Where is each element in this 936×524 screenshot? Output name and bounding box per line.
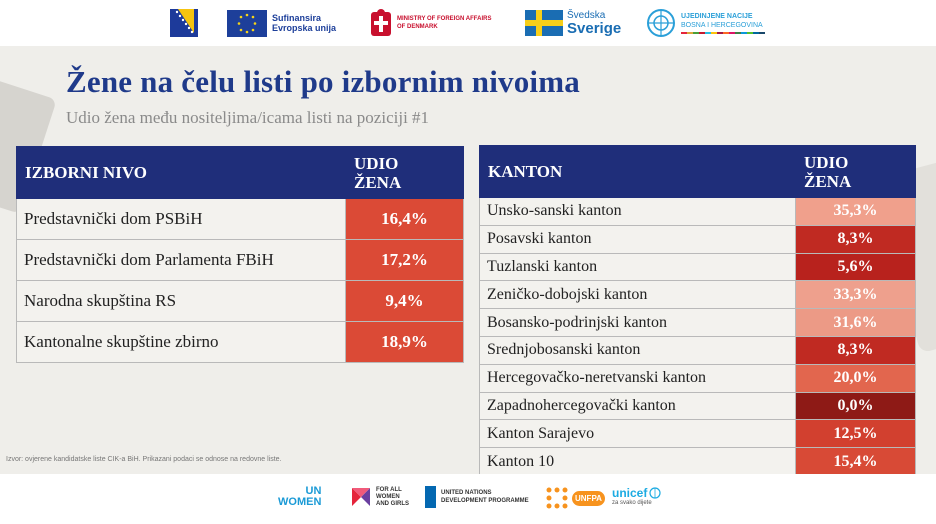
header-women-share [796,146,916,198]
un-emblem-icon [646,8,676,38]
unfpa-logo [545,486,605,510]
forall-line3: AND GIRLS [376,500,409,507]
row-value: 35,3% [796,198,916,226]
header-election-level: IZBORNI NIVO [17,147,346,199]
source-note: Izvor: ovjerene kandidatske liste CIK-a BiH. Prikazani podaci se odnose na redovne liste. [6,456,282,463]
row-name: Posavski kanton [480,225,796,253]
table-row [17,240,464,281]
table-header-row [17,147,464,199]
denmark-line2: OF DENMARK [397,24,438,30]
undp-icon [425,486,436,508]
eu-logo [227,8,336,38]
forall-line2: WOMEN [376,493,400,500]
row-value: 0,0% [796,392,916,420]
header-women-share-line2: ŽENA [804,171,852,191]
election-levels-table [16,146,464,363]
row-name: Unsko-sanski kanton [480,198,796,226]
row-name: Srednjobosanski kanton [480,336,796,364]
sweden-flag-icon [525,10,563,36]
table-row [480,281,916,309]
page-subtitle: Udio žena među nositeljima/icama listi na poziciji #1 [66,108,430,127]
table-row [17,199,464,240]
un-women-logo [278,486,321,508]
top-logo-bar [0,0,936,46]
row-name: Predstavnički dom PSBiH [17,199,346,240]
unicef-line1: unicef [612,486,648,500]
table-row [480,364,916,392]
undp-line2: DEVELOPMENT PROGRAMME [441,498,529,504]
table-row [17,322,464,363]
bih-flag-icon [170,8,198,38]
unicef-globe-icon [649,487,661,499]
row-value: 5,6% [796,253,916,281]
table-row [480,448,916,474]
row-value: 15,4% [796,448,916,474]
forall-line1: FOR ALL [376,486,402,493]
row-name: Kantonalne skupštine zbirno [17,322,346,363]
row-name: Kanton Sarajevo [480,420,796,448]
sweden-line1: Švedska [567,10,606,21]
row-value: 16,4% [346,199,464,240]
un-line2: BOSNA I HERCEGOVINA [681,22,763,29]
row-value: 33,3% [796,281,916,309]
table-row [480,198,916,226]
cantons-table [479,145,916,474]
row-value: 20,0% [796,364,916,392]
un-line1: UJEDINJENE NACIJE [681,13,753,20]
row-name: Predstavnički dom Parlamenta FBiH [17,240,346,281]
for-all-women-logo [350,486,409,508]
unfpa-dots-icon [545,486,569,510]
denmark-crest-icon [370,8,392,38]
row-value: 9,4% [346,281,464,322]
row-value: 17,2% [346,240,464,281]
page-title: Žene na čelu listi po izbornim nivoima [66,64,580,99]
row-name: Tuzlanski kanton [480,253,796,281]
table-row [480,225,916,253]
slide [0,46,936,474]
bottom-logo-bar [0,474,936,524]
row-value: 12,5% [796,420,916,448]
unwomen-line1: UN [305,485,322,497]
row-value: 8,3% [796,336,916,364]
header-women-share [346,147,464,199]
un-bih-logo [646,8,765,38]
undp-logo [425,486,529,508]
undp-line1: UNITED NATIONS [441,490,492,496]
row-name: Zapadnohercegovački kanton [480,392,796,420]
row-name: Hercegovačko-neretvanski kanton [480,364,796,392]
row-name: Kanton 10 [480,448,796,474]
row-value: 8,3% [796,225,916,253]
table-row [480,336,916,364]
table-row [480,253,916,281]
eu-line2: Evropska unija [272,23,337,33]
header-women-share-line1: UDIO [804,152,849,172]
header-women-share-line2: ŽENA [354,172,402,192]
row-value: 18,9% [346,322,464,363]
unicef-logo [612,486,661,506]
table-row [17,281,464,322]
table-row [480,420,916,448]
row-name: Bosansko-podrinjski kanton [480,309,796,337]
for-all-women-icon [350,486,372,508]
row-name: Zeničko-dobojski kanton [480,281,796,309]
unwomen-line2: WOMEN [278,496,322,508]
header-women-share-line1: UDIO [354,153,399,173]
table-row [480,392,916,420]
unfpa-text: UNFPA [572,491,605,506]
eu-flag-icon [227,10,267,37]
sweden-line2: Sverige [567,20,622,37]
denmark-logo [370,8,491,38]
row-value: 31,6% [796,309,916,337]
row-name: Narodna skupština RS [17,281,346,322]
sweden-logo [525,8,621,38]
header-canton: KANTON [480,146,796,198]
denmark-line1: MINISTRY OF FOREIGN AFFAIRS [397,16,492,22]
unicef-line2: za svako dijete [612,500,652,506]
table-header-row [480,146,916,198]
table-row [480,309,916,337]
eu-line1: Sufinansira [272,13,322,23]
